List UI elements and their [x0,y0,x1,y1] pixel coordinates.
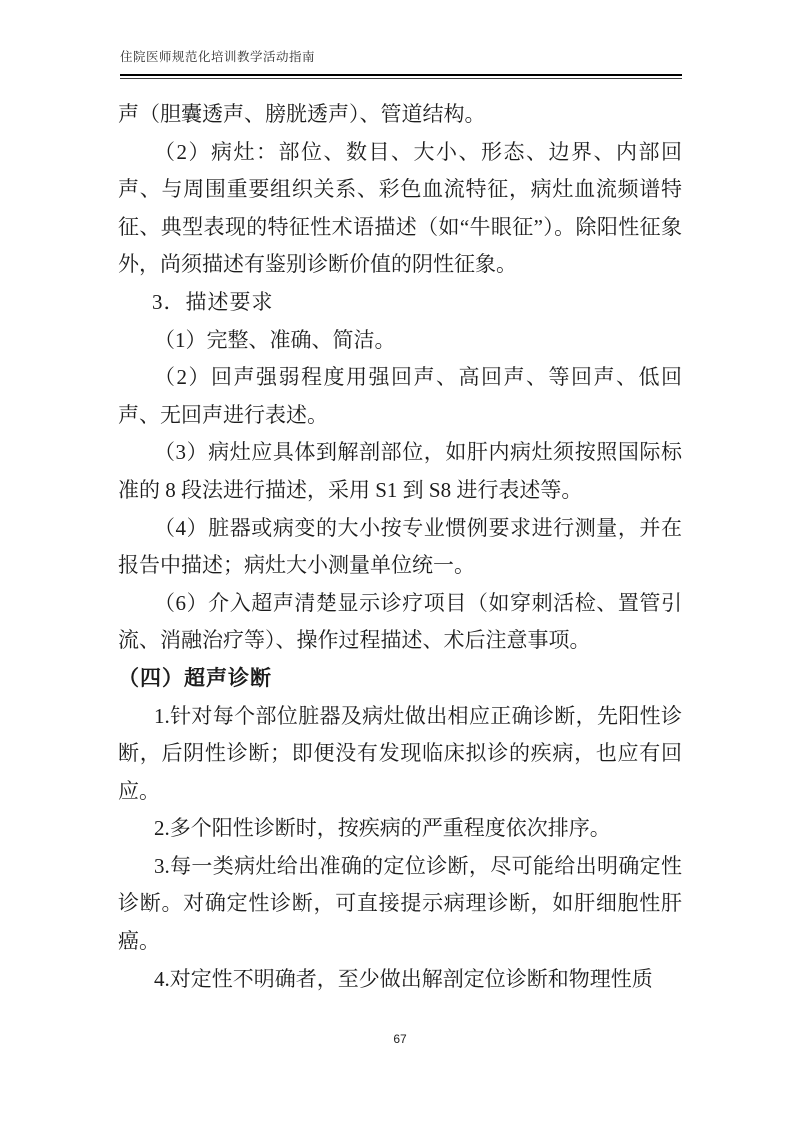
subsection-heading: 3．描述要求 [152,289,274,314]
header-rule [120,74,682,79]
paragraph: 2.多个阳性诊断时，按疾病的严重程度依次排序。 [154,816,611,841]
paragraph: 3.每一类病灶给出准确的定位诊断，尽可能给出明确定性诊断。对确定性诊断，可直接提示病理诊断，如肝细胞性肝癌。 [118,853,682,954]
paragraph: （2）病灶：部位、数目、大小、形态、边界、内部回声、与周围重要组织关系、彩色血流特征，病灶血流频谱特征、典型表现的特征性术语描述（如“牛眼征”）。除阳性征象外，尚须描述有鉴别诊断价值的阴性征象。 [118,139,682,277]
running-header: 住院医师规范化培训教学活动指南 [120,50,316,64]
paragraph-continuation: 声（胆囊透声、膀胱透声）、管道结构。 [118,102,486,126]
document-body [118,96,682,998]
paragraph: （4）脏器或病变的大小按专业惯例要求进行测量，并在报告中描述；病灶大小测量单位统一。 [118,515,682,578]
section-heading: （四）超声诊断 [118,665,272,690]
paragraph: （6）介入超声清楚显示诊疗项目（如穿刺活检、置管引流、消融治疗等）、操作过程描述、术后注意事项。 [118,590,682,653]
paragraph: 1.针对每个部位脏器及病灶做出相应正确诊断，先阳性诊断，后阴性诊断；即便没有发现临床拟诊的疾病，也应有回应。 [118,703,682,803]
paragraph: （2）回声强弱程度用强回声、高回声、等回声、低回声、无回声进行表述。 [118,365,682,427]
paragraph: （3）病灶应具体到解剖部位，如肝内病灶须按照国际标准的 8 段法进行描述，采用 S1 到 S8 进行表述等。 [118,440,682,502]
paragraph: （1）完整、准确、简洁。 [154,327,396,352]
page-number: 67 [393,1032,407,1046]
paragraph: 4.对定性不明确者，至少做出解剖定位诊断和物理性质 [154,966,653,991]
